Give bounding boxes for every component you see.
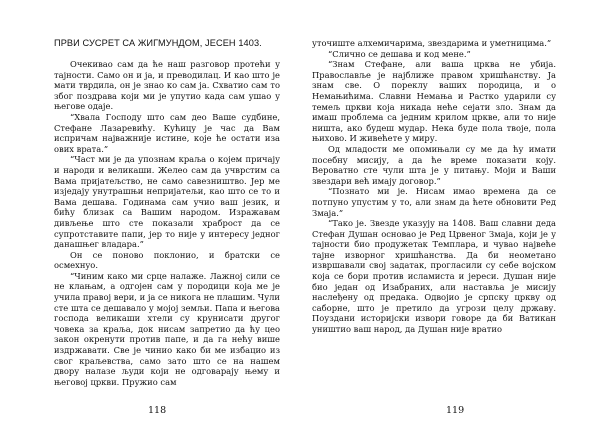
paragraph: Он се поново поклонио, и братски се осмехнуо.	[54, 249, 280, 271]
paragraph: уточиште алхемичарима, звездарима и уметницима.”	[312, 38, 552, 48]
chapter-title: ПРВИ СУСРЕТ СА ЖИГМУНДОМ, ЈЕСЕН 1403.	[54, 38, 262, 48]
paragraph: “Познато ми је. Нисам имао времена да се потпуно упустим у то, али знам да ћете обновити Ред Змаја.”	[312, 186, 556, 218]
paragraph: “Слично се дешава и код мене.”	[328, 48, 471, 59]
page-number-left: 118	[148, 405, 167, 416]
paragraph: “Знам Стефане, али ваша црква не убија. Православље је најближе правом хришћанству. Ја знам све. О пореклу ваших породица, и о Немањићима. Славни Немања и Растко ударили су темељ цркви која никада неће сејати зло. Знам да имаш проблема са једним крилом цркве, али то није ништа, ако будеш мудар. Нека буде пола твоје, пола њихово. И живећете у миру.	[312, 59, 556, 144]
paragraph: Од младости ме опомињали су ме да ћу имати посебну мисију, а да ће време показати коју. Вероватно сте чули шта је у питању. Моји и Ваши звездари већ имају договор.”	[312, 143, 556, 186]
page-number-right: 119	[446, 405, 465, 416]
paragraph: “Чиним како ми срце налаже. Лажној сили се не клањам, а одгојен сам у породици која ме је учила правој вери, и ја се никога не плашим. Чули сте шта се дешавало у мојој земљи. Папа и његова господа великаши хтели су крунисати другог човека за краља, док нисам запретио да ћу цео закон окренути против папе, и да га нећу више издржавати. Све је чинио како би ме избацио из свог краљевства, само зато што се на нашем двору налазе људи који не одговарају њему и његовој цркви. Пружио сам	[54, 270, 280, 387]
paragraph: “Хвала Господу што сам део Ваше судбине, Стефане Лазаревићу. Кућицу је час да Вам испричам најважније истине, које ће остати иза ових врата.”	[54, 111, 280, 154]
right-page	[300, 0, 600, 424]
paragraph: “Част ми је да упознам краља о којем причају и народи и великаши. Желео сам да учврстим са Вама пријатељство, не само савезништво. Јер ме изједају унутрашњи непријатељи, као што се то и Вама дешава. Годинама сам учио ваш језик, и бићу близак са Вашим народом. Изражавам дивљење што сте показали храброст да се супротставите папи, јер то није у интересу једног данашњег владара.”	[54, 154, 280, 250]
paragraph: Очекивао сам да ће наш разговор протећи у тајности. Само он и ја, и преводилац. И као што је мати тврдила, он је знао ко сам ја. Схватио сам то због поздрава који ми је упутио када сам ушао у његове одаје.	[54, 59, 280, 112]
paragraph: “Тако је. Звезде указују на 1408. Ваш славни деда Стефан Душан основао је Ред Црвеног Змаја, који је у тајности био продужетак Темплара, и чувао највеће тајне изворног хришћанства. Да би неометано извршавали свој задатак, прогласили су себе војском која се бори против исламиста и јереси. Душан није био један од Изабраних, али наставља је мисију наслеђену од предака. Одвојио је српску цркву од саборне, што је претило да угрози целу државу. Поуздани историјски извори говоре да би Ватикан уништио ваш народ, да Душан није вратио	[312, 218, 556, 335]
